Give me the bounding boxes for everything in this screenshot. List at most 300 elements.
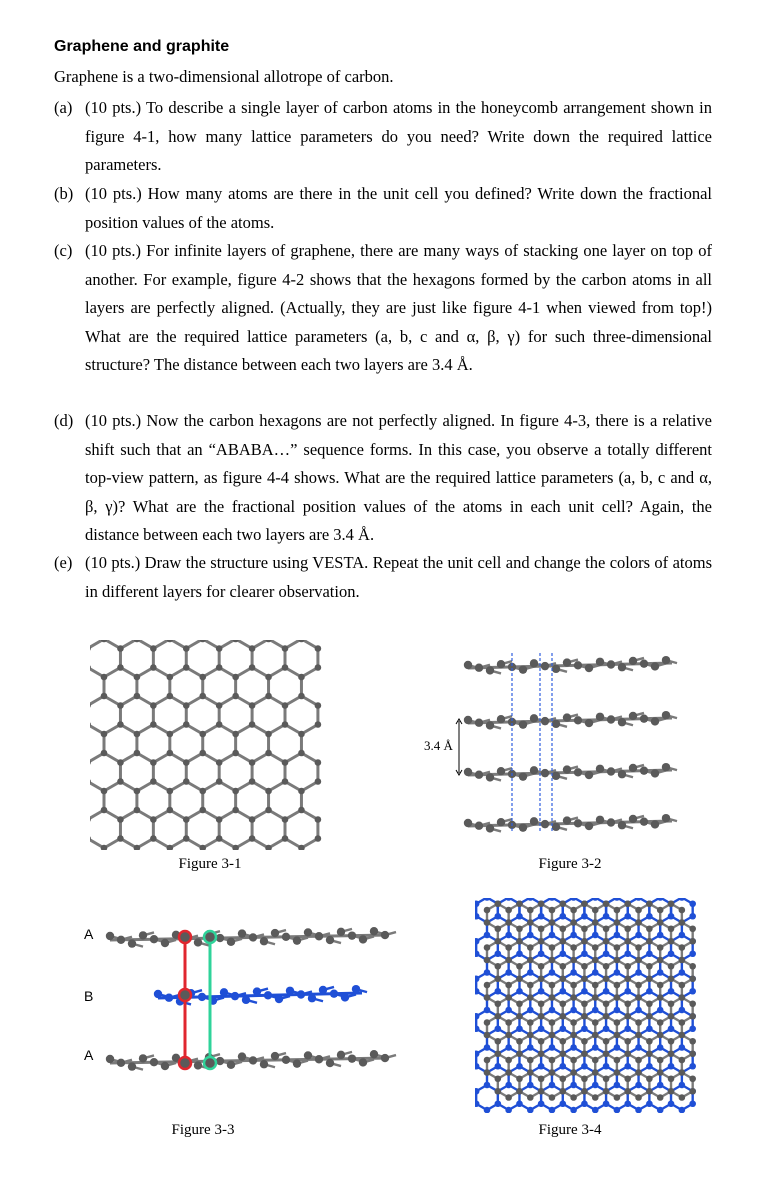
layer-a-top-view-atom	[527, 907, 534, 914]
figure-3-4-top-view	[475, 898, 700, 1113]
layer-b-top-view-atom	[603, 913, 610, 920]
layer-b-top-view-atom	[527, 898, 534, 901]
carbon-atom	[199, 788, 206, 795]
aligned-layer-1-atom	[618, 663, 626, 671]
carbon-atom	[183, 778, 190, 785]
carbon-atom	[265, 807, 272, 814]
layer-b-top-view-atom	[505, 1044, 512, 1051]
layer-b-top-view-atom	[538, 988, 545, 995]
layer-a-top-view-atom	[495, 1050, 502, 1057]
layer-a-bottom-atom	[359, 1058, 367, 1066]
carbon-atom	[216, 702, 223, 709]
layer-a-top-view-atom	[495, 1075, 502, 1082]
layer-b-atom	[286, 987, 294, 995]
interlayer-distance-label: 3.4 Å	[424, 738, 453, 753]
aligned-layer-2-atom	[541, 717, 549, 725]
layer-a-top-view-atom	[646, 925, 653, 932]
aligned-layer-2-atom	[662, 711, 670, 719]
question-text: (10 pts.) Now the carbon hexagons are not perfectly aligned. In figure 4-3, there is a relative shift such that an “ABABA…” sequence forms. In this case, you observe a totally different top-view pattern, as figure 4-4 shows. What are the required lattice parameters (a, b, c and α, β, γ)? What are the fractional position values of the atoms in each unit cell? Again, the distance between each two layers are 3.4 Å.	[85, 411, 712, 544]
layer-a-top-view-atom	[495, 1013, 502, 1020]
carbon-atom	[298, 750, 305, 757]
layer-b-top-view-atom	[549, 898, 556, 901]
layer-a-top-view-atom	[646, 1050, 653, 1057]
layer-a-top-view-atom	[592, 957, 599, 964]
layer-b-top-view-atom	[624, 988, 631, 995]
layer-a-top-view-atom	[538, 1075, 545, 1082]
layer-b-top-view-atom	[689, 1100, 696, 1107]
layer-b-top-view-atom	[505, 1007, 512, 1014]
aligned-layer-3-atom	[574, 768, 582, 776]
carbon-atom	[298, 693, 305, 700]
aligned-layer-3-atom	[662, 763, 670, 771]
layer-b-top-view-atom	[614, 898, 621, 901]
carbon-atom	[216, 645, 223, 652]
layer-a-bottom-atom	[370, 1050, 378, 1058]
layer-a-top-view-atom	[668, 963, 675, 970]
carbon-atom	[183, 759, 190, 766]
carbon-atom	[134, 750, 141, 757]
layer-a-top-view-atom	[516, 975, 523, 982]
layer-a-top-view-atom	[668, 938, 675, 945]
layer-b-top-view-atom	[657, 1044, 664, 1051]
aligned-layer-4-atom	[519, 823, 527, 831]
layer-a-top-atom	[370, 927, 378, 935]
layer-b-top-view-atom	[624, 1063, 631, 1070]
carbon-atom	[150, 816, 157, 823]
layer-a-top-view-atom	[505, 957, 512, 964]
intro-text: Graphene is a two-dimensional allotrope of carbon.	[54, 67, 394, 86]
aligned-layer-4-atom	[596, 816, 604, 824]
aligned-layer-3-atom	[497, 767, 505, 775]
layer-b-top-view-atom	[646, 1100, 653, 1107]
aligned-layer-2-atom	[552, 720, 560, 728]
layer-a-top-view-atom	[624, 975, 631, 982]
carbon-atom	[232, 674, 239, 681]
layer-a-bottom-atom	[161, 1062, 169, 1070]
layer-a-top-view-atom	[516, 900, 523, 907]
layer-b-top-view-atom	[527, 969, 534, 976]
layer-a-top-view-atom	[516, 963, 523, 970]
layer-a-top-view-atom	[614, 1057, 621, 1064]
carbon-atom	[134, 731, 141, 738]
carbon-atom	[101, 788, 108, 795]
layer-a-bottom-atom	[194, 1061, 202, 1069]
layer-a-top-atom	[150, 935, 158, 943]
layer-a-top-atom	[282, 933, 290, 941]
question-text: (10 pts.) For infinite layers of graphene, there are many ways of stacking one layer on top of another. For example, figure 4-2 shows that the hexagons formed by the carbon atoms in all layers are perfectly aligned. (Actually, they are just like figure 4-1 when viewed from top!) What are the required lattice parameters (a, b, c and α, β, γ) for such three-dimensional structure? The distance between each two layers are 3.4 Å.	[85, 241, 712, 374]
layer-a-top-view-atom	[689, 1050, 696, 1057]
layer-a-top-view-atom	[657, 919, 664, 926]
layer-a-top-view-atom	[635, 1032, 642, 1039]
layer-a-top-atom	[194, 938, 202, 946]
layer-a-top-view-atom	[538, 938, 545, 945]
layer-a-top-view-atom	[635, 919, 642, 926]
aligned-layer-1-atom	[475, 664, 483, 672]
layer-a-top-view-atom	[495, 1088, 502, 1095]
layer-b-top-view-atom	[538, 1063, 545, 1070]
layer-b-atom	[242, 996, 250, 1004]
layer-a-top-view-atom	[505, 907, 512, 914]
carbon-atom	[249, 702, 256, 709]
layer-b-top-view-atom	[646, 913, 653, 920]
layer-b-top-view-atom	[538, 1100, 545, 1107]
aligned-layer-1-atom	[497, 660, 505, 668]
carbon-atom	[167, 693, 174, 700]
layer-a-top-view-atom	[549, 1069, 556, 1076]
layer-a-top-view-atom	[538, 900, 545, 907]
layer-b-top-view-atom	[624, 950, 631, 957]
layer-b-top-view-atom	[614, 932, 621, 939]
carbon-atom	[183, 645, 190, 652]
layer-a-bottom-atom	[304, 1051, 312, 1059]
carbon-atom	[216, 759, 223, 766]
layer-a-top-view-atom	[559, 963, 566, 970]
layer-a-top-view-atom	[624, 1050, 631, 1057]
layer-b-top-view-atom	[635, 898, 642, 901]
layer-a-top-view-atom	[592, 982, 599, 989]
carbon-atom	[216, 816, 223, 823]
layer-a-top-view-atom	[603, 900, 610, 907]
layer-a-top-view-atom	[549, 1019, 556, 1026]
layer-b-top-view-atom	[646, 1025, 653, 1032]
layer-b-top-view-atom	[516, 913, 523, 920]
layer-b-top-view-atom	[592, 969, 599, 976]
layer-a-top-view-atom	[527, 1094, 534, 1101]
layer-b-top-view-atom	[635, 932, 642, 939]
layer-a-top-view-atom	[614, 907, 621, 914]
layer-a-top-view-atom	[668, 900, 675, 907]
layer-a-top-view-atom	[603, 1013, 610, 1020]
carbon-atom	[282, 645, 289, 652]
carbon-atom	[183, 816, 190, 823]
layer-b-top-view-atom	[484, 1044, 491, 1051]
carbon-atom	[101, 807, 108, 814]
layer-b-top-view-atom	[527, 932, 534, 939]
layer-a-top-view-atom	[657, 994, 664, 1001]
layer-b-top-view-atom	[581, 1025, 588, 1032]
aligned-layer-1-atom	[607, 660, 615, 668]
layer-a-top-view-atom	[527, 944, 534, 951]
layer-b-top-view-atom	[495, 1100, 502, 1107]
layer-a-top-view-atom	[624, 900, 631, 907]
layer-a-top-view-atom	[635, 957, 642, 964]
layer-b-atom	[253, 987, 261, 995]
carbon-atom	[117, 664, 124, 671]
aligned-layer-2-atom	[574, 716, 582, 724]
figure-3-3-aba-stack	[80, 895, 410, 1085]
layer-b-top-view-atom	[657, 969, 664, 976]
layer-b-atom	[352, 985, 360, 993]
layer-b-top-view-atom	[603, 1100, 610, 1107]
layer-b-top-view-atom	[668, 950, 675, 957]
red-marked-atom	[179, 1057, 191, 1069]
layer-b-top-view-atom	[668, 1025, 675, 1032]
aligned-layer-4-atom	[464, 819, 472, 827]
layer-b-top-view-atom	[505, 898, 512, 901]
carbon-atom	[232, 807, 239, 814]
layer-a-top-atom	[271, 929, 279, 937]
layer-a-top-view-atom	[505, 1057, 512, 1064]
aligned-layer-3-atom	[607, 767, 615, 775]
layer-a-top-view-atom	[495, 1038, 502, 1045]
layer-a-top-view-atom	[646, 963, 653, 970]
layer-b-top-view-atom	[570, 969, 577, 976]
layer-a-top-view-atom	[581, 938, 588, 945]
carbon-atom	[150, 645, 157, 652]
layer-a-top-view-atom	[603, 975, 610, 982]
layer-a-top-view-atom	[484, 982, 491, 989]
layer-a-top-view-atom	[624, 963, 631, 970]
layer-b-atom	[231, 992, 239, 1000]
layer-a-top-view-atom	[592, 994, 599, 1001]
layer-a-top-view-atom	[624, 938, 631, 945]
layer-a-top-atom	[337, 928, 345, 936]
carbon-atom	[265, 788, 272, 795]
layer-a-top-view-atom	[516, 1075, 523, 1082]
layer-b-top-view-atom	[592, 898, 599, 901]
layer-a-top-view-atom	[614, 1032, 621, 1039]
layer-b-top-view-atom	[516, 1063, 523, 1070]
aligned-layer-3-atom	[596, 765, 604, 773]
aligned-layer-1-atom	[552, 665, 560, 673]
layer-b-atom	[154, 990, 162, 998]
layer-b-top-view-atom	[581, 913, 588, 920]
layer-a-top-atom	[139, 931, 147, 939]
layer-a-top-view-atom	[603, 938, 610, 945]
layer-a-top-view-atom	[581, 975, 588, 982]
carbon-atom	[232, 693, 239, 700]
layer-b-top-view-atom	[592, 1007, 599, 1014]
layer-b-top-view-atom	[603, 1063, 610, 1070]
layer-b-top-view-atom	[538, 950, 545, 957]
carbon-atom	[315, 816, 322, 823]
aligned-layer-1-atom	[464, 661, 472, 669]
layer-a-top-view-atom	[679, 982, 686, 989]
layer-a-top-atom	[260, 937, 268, 945]
carbon-atom	[298, 807, 305, 814]
aligned-layer-3-atom	[475, 771, 483, 779]
layer-b-top-view-atom	[657, 898, 664, 901]
layer-b-top-view-atom	[495, 1063, 502, 1070]
aligned-layer-3-atom	[563, 765, 571, 773]
layer-a-top-view-atom	[549, 1094, 556, 1101]
layer-a-top-view-atom	[603, 925, 610, 932]
layer-a-top-view-atom	[559, 1000, 566, 1007]
layer-b-top-view-atom	[516, 1025, 523, 1032]
aligned-layer-2-atom	[585, 719, 593, 727]
layer-a-top-view-atom	[668, 1088, 675, 1095]
layer-label-a-bottom: A	[84, 1047, 94, 1063]
layer-a-top-atom	[348, 931, 356, 939]
carbon-atom	[232, 731, 239, 738]
layer-b-top-view-atom	[592, 1044, 599, 1051]
layer-b-top-view-atom	[657, 1082, 664, 1089]
aligned-layer-2-atom	[486, 721, 494, 729]
carbon-atom	[282, 759, 289, 766]
layer-a-bottom-atom	[315, 1055, 323, 1063]
carbon-atom	[232, 788, 239, 795]
carbon-atom	[298, 788, 305, 795]
question-b	[54, 180, 712, 237]
aligned-layer-1-atom	[662, 656, 670, 664]
layer-a-top-view-atom	[646, 900, 653, 907]
layer-a-top-view-atom	[527, 1019, 534, 1026]
carbon-atom	[315, 645, 322, 652]
layer-a-top-view-atom	[581, 963, 588, 970]
layer-b-top-view-atom	[635, 969, 642, 976]
aligned-layer-3-atom	[464, 768, 472, 776]
layer-a-bottom-atom	[150, 1058, 158, 1066]
layer-a-top-view-atom	[657, 1032, 664, 1039]
figure-3-2-caption: Figure 3-2	[538, 856, 602, 872]
layer-b-top-view-atom	[516, 950, 523, 957]
layer-b-top-view-atom	[570, 1007, 577, 1014]
layer-a-bottom-atom	[106, 1055, 114, 1063]
aligned-layer-1-atom	[541, 662, 549, 670]
layer-a-top-view-atom	[646, 938, 653, 945]
layer-b-top-view-atom	[570, 1082, 577, 1089]
layer-a-top-view-atom	[679, 1057, 686, 1064]
carbon-atom	[117, 816, 124, 823]
carbon-atom	[315, 759, 322, 766]
layer-a-top-view-atom	[668, 975, 675, 982]
carbon-atom	[167, 788, 174, 795]
layer-a-top-view-atom	[646, 1075, 653, 1082]
layer-b-top-view-atom	[603, 950, 610, 957]
red-marked-atom	[179, 989, 191, 1001]
carbon-atom	[249, 835, 256, 842]
carbon-atom	[282, 702, 289, 709]
layer-a-top-view-atom	[614, 982, 621, 989]
layer-b-top-view-atom	[592, 932, 599, 939]
layer-b-atom	[165, 994, 173, 1002]
carbon-atom	[101, 731, 108, 738]
layer-a-bottom-atom	[139, 1054, 147, 1062]
layer-a-bottom-atom	[249, 1056, 257, 1064]
carbon-atom	[249, 721, 256, 728]
layer-a-top-atom	[238, 929, 246, 937]
layer-a-top-view-atom	[538, 1000, 545, 1007]
layer-b-top-view-atom	[689, 950, 696, 957]
carbon-atom	[249, 759, 256, 766]
question-d	[54, 407, 712, 550]
layer-a-top-view-atom	[581, 1050, 588, 1057]
layer-a-top-view-atom	[614, 1019, 621, 1026]
layer-a-top-view-atom	[668, 1000, 675, 1007]
layer-a-top-view-atom	[505, 1094, 512, 1101]
layer-b-top-view-atom	[527, 1107, 534, 1113]
carbon-atom	[134, 807, 141, 814]
aligned-layer-4-atom	[574, 819, 582, 827]
figure-3-4-caption: Figure 3-4	[538, 1122, 602, 1138]
layer-b-top-view-atom	[668, 1100, 675, 1107]
carbon-atom	[199, 693, 206, 700]
layer-a-top-view-atom	[624, 1013, 631, 1020]
layer-a-top-view-atom	[689, 1075, 696, 1082]
layer-a-top-view-atom	[657, 1019, 664, 1026]
layer-a-top-view-atom	[603, 1050, 610, 1057]
layer-a-top-view-atom	[570, 919, 577, 926]
layer-b-top-view-atom	[549, 932, 556, 939]
carbon-atom	[150, 778, 157, 785]
figure-3-2-aligned-stack	[460, 645, 690, 840]
carbon-atom	[265, 693, 272, 700]
layer-a-top-view-atom	[505, 1019, 512, 1026]
layer-a-top-view-atom	[614, 944, 621, 951]
layer-a-top-view-atom	[527, 994, 534, 1001]
layer-a-top-view-atom	[689, 963, 696, 970]
layer-a-top-view-atom	[603, 1075, 610, 1082]
carbon-atom	[150, 702, 157, 709]
carbon-atom	[216, 778, 223, 785]
layer-a-top-atom	[315, 932, 323, 940]
layer-a-top-view-atom	[559, 925, 566, 932]
layer-a-top-view-atom	[570, 1019, 577, 1026]
layer-a-bottom-atom	[117, 1059, 125, 1067]
carbon-atom	[117, 702, 124, 709]
carbon-atom	[249, 645, 256, 652]
layer-a-top-view-atom	[538, 1088, 545, 1095]
layer-a-top-view-atom	[592, 919, 599, 926]
question-text: (10 pts.) Draw the structure using VESTA. Repeat the unit cell and change the colors of atoms in different layers for clearer observation.	[85, 553, 712, 601]
layer-b-top-view-atom	[646, 950, 653, 957]
layer-b-top-view-atom	[505, 1107, 512, 1113]
layer-a-top-view-atom	[635, 994, 642, 1001]
layer-a-top-view-atom	[668, 1013, 675, 1020]
aligned-layer-4-atom	[629, 815, 637, 823]
aligned-layer-2-atom	[530, 714, 538, 722]
aligned-layer-1-atom	[585, 664, 593, 672]
layer-a-top-view-atom	[559, 938, 566, 945]
layer-a-bottom-atom	[337, 1051, 345, 1059]
layer-a-top-view-atom	[624, 1088, 631, 1095]
carbon-atom	[134, 693, 141, 700]
layer-a-top-atom	[249, 933, 257, 941]
layer-b-top-view-atom	[559, 950, 566, 957]
layer-a-top-atom	[117, 936, 125, 944]
question-label: (d)	[54, 411, 74, 430]
layer-b-atom	[264, 991, 272, 999]
carbon-atom	[315, 664, 322, 671]
layer-b-top-view-atom	[592, 1082, 599, 1089]
layer-a-top-view-atom	[635, 1094, 642, 1101]
layer-a-top-view-atom	[679, 957, 686, 964]
aligned-layer-2-atom	[607, 715, 615, 723]
layer-a-top-view-atom	[646, 975, 653, 982]
carbon-atom	[134, 788, 141, 795]
layer-a-top-atom	[381, 931, 389, 939]
carbon-atom	[232, 750, 239, 757]
layer-b-atom	[308, 994, 316, 1002]
aligned-layer-2-atom	[596, 713, 604, 721]
question-label: (e)	[54, 553, 73, 572]
layer-b-top-view-atom	[635, 1082, 642, 1089]
layer-b-top-view-atom	[559, 988, 566, 995]
layer-a-top-view-atom	[668, 1075, 675, 1082]
layer-a-top-view-atom	[614, 1094, 621, 1101]
layer-a-top-atom	[227, 938, 235, 946]
layer-a-top-view-atom	[689, 975, 696, 982]
carbon-atom	[167, 674, 174, 681]
layer-a-top-view-atom	[516, 1050, 523, 1057]
layer-a-top-view-atom	[614, 1069, 621, 1076]
layer-a-top-view-atom	[635, 944, 642, 951]
layer-a-top-view-atom	[603, 1088, 610, 1095]
layer-a-top-view-atom	[624, 925, 631, 932]
aligned-layer-4-atom	[618, 821, 626, 829]
carbon-atom	[315, 835, 322, 842]
carbon-atom	[216, 664, 223, 671]
